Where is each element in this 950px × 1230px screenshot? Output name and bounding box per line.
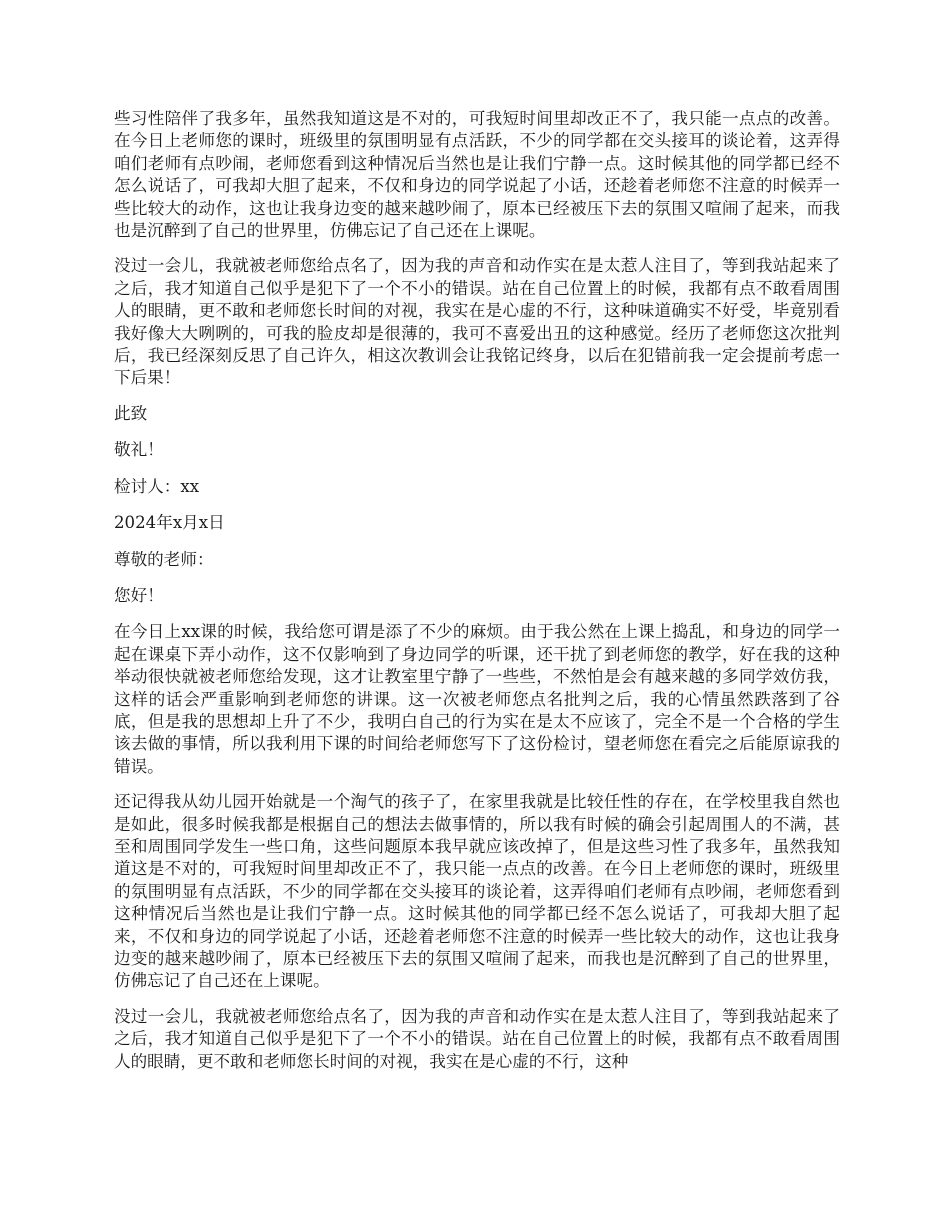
- paragraph-continuation: 些习性陪伴了我多年，虽然我知道这是不对的，可我短时间里却改正不了，我只能一点点的改善。在今日上老师您的课时，班级里的氛围明显有点活跃，不少的同学都在交头接耳的谈论着，这弄得咱们老师有点吵闹，老师您看到这种情况后当然也是让我们宁静一点。这时候其他的同学都已经不怎么说话了，可我却大胆了起来，不仅和身边的同学说起了小话，还趁着老师您不注意的时候弄一些比较大的动作，这也让我身边变的越来越吵闹了，原本已经被压下去的氛围又喧闹了起来，而我也是沉醉到了自己的世界里，仿佛忘记了自己还在上课呢。: [114, 109, 840, 241]
- paragraph-called-on-repeat: 没过一会儿，我就被老师您给点名了，因为我的声音和动作实在是太惹人注目了，等到我站起来了之后，我才知道自己似乎是犯下了一个不小的错误。站在自己位置上的时候，我都有点不敢看周围人的眼睛，更不敢和老师您长时间的对视，我实在是心虚的不行，这种: [114, 1006, 840, 1071]
- document-page: [114, 108, 840, 1086]
- greeting-line: 尊敬的老师：: [114, 549, 214, 569]
- closing-salutation: 此致: [114, 403, 148, 423]
- hello-line: 您好！: [114, 585, 164, 605]
- paragraph-called-on: 没过一会儿，我就被老师您给点名了，因为我的声音和动作实在是太惹人注目了，等到我站起来了之后，我才知道自己似乎是犯下了一个不小的错误。站在自己位置上的时候，我都有点不敢看周围人的眼睛，更不敢和老师您长时间的对视，我实在是心虚的不行，这种味道确实不好受，毕竟别看我好像大大咧咧的，可我的脸皮却是很薄的，我可不喜爱出丑的这种感觉。经历了老师您这次批判后，我已经深刻反思了自己许久，相这次教训会让我铭记终身，以后在犯错前我一定会提前考虑一下后果！: [114, 256, 840, 388]
- paragraph-intro: 在今日上xx课的时候，我给您可谓是添了不少的麻烦。由于我公然在上课上捣乱，和身边的同学一起在课桌下弄小动作，这不仅影响到了身边同学的听课，还干扰了到老师您的教学，好在我的这种举动很快就被老师您给发现，这才让教室里宁静了一些些，不然怕是会有越来越的多同学效仿我，这样的话会严重影响到老师您的讲课。这一次被老师您点名批判之后，我的心情虽然跌落到了谷底，但是我的思想却上升了不少，我明白自己的行为实在是太不应该了，完全不是一个合格的学生该去做的事情，所以我利用下课的时间给老师您写下了这份检讨，望老师您在看完之后能原谅我的错误。: [114, 622, 840, 776]
- signature-line: 检讨人：xx: [114, 476, 200, 496]
- closing-regards: 敬礼！: [114, 440, 164, 460]
- date-line: 2024年x月x日: [114, 513, 225, 533]
- paragraph-background: 还记得我从幼儿园开始就是一个淘气的孩子了，在家里我就是比较任性的存在，在学校里我自然也是如此，很多时候我都是根据自己的想法去做事情的，所以我有时候的确会引起周围人的不满，甚至和周围同学发生一些口角，这些问题原本我早就应该改掉了，但是这些习性了我多年，虽然我知道这是不对的，可我短时间里却改正不了，我只能一点点的改善。在今日上老师您的课时，班级里的氛围明显有点活跃，不少的同学都在交头接耳的谈论着，这弄得咱们老师有点吵闹，老师您看到这种情况后当然也是让我们宁静一点。这时候其他的同学都已经不怎么说话了，可我却大胆了起来，不仅和身边的同学说起了小话，还趁着老师您不注意的时候弄一些比较大的动作，这也让我身边变的越来越吵闹了，原本已经被压下去的氛围又喧闹了起来，而我也是沉醉到了自己的世界里，仿佛忘记了自己还在上课呢。: [114, 792, 840, 991]
